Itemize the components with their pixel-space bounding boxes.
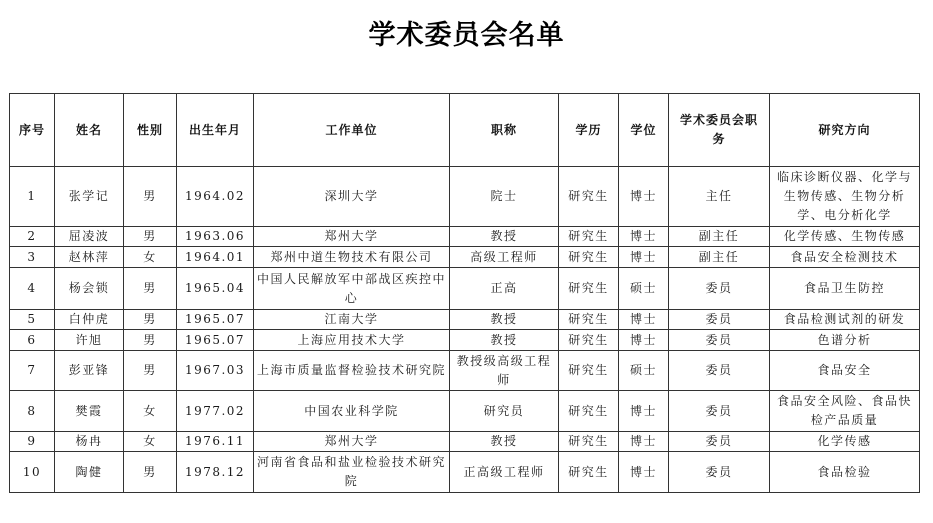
cell-title: 教授	[450, 432, 559, 452]
cell-position: 委员	[669, 391, 770, 432]
cell-birth: 1976.11	[177, 432, 254, 452]
cell-title: 正高	[450, 268, 559, 310]
header-name: 姓名	[55, 94, 124, 167]
table-row	[10, 452, 920, 493]
cell-research: 化学传感、生物传感	[770, 227, 920, 247]
cell-employer: 上海市质量监督检验技术研究院	[254, 351, 450, 391]
cell-education: 研究生	[559, 391, 619, 432]
cell-degree: 博士	[619, 247, 669, 268]
cell-title: 教授	[450, 227, 559, 247]
cell-employer: 中国人民解放军中部战区疾控中心	[254, 268, 450, 310]
cell-birth: 1978.12	[177, 452, 254, 493]
cell-no: 1	[10, 167, 55, 227]
cell-education: 研究生	[559, 452, 619, 493]
cell-no: 9	[10, 432, 55, 452]
cell-research: 食品卫生防控	[770, 268, 920, 310]
cell-birth: 1965.07	[177, 330, 254, 351]
cell-employer: 郑州大学	[254, 432, 450, 452]
table-row	[10, 310, 920, 330]
cell-no: 8	[10, 391, 55, 432]
cell-education: 研究生	[559, 268, 619, 310]
cell-name: 樊霞	[55, 391, 124, 432]
cell-position: 副主任	[669, 247, 770, 268]
page-title: 学术委员会名单	[368, 20, 565, 51]
cell-position: 委员	[669, 351, 770, 391]
table-row	[10, 227, 920, 247]
header-degree: 学位	[619, 94, 669, 167]
cell-education: 研究生	[559, 330, 619, 351]
cell-gender: 女	[124, 247, 177, 268]
cell-position: 委员	[669, 452, 770, 493]
cell-title: 教授	[450, 330, 559, 351]
cell-degree: 博士	[619, 432, 669, 452]
header-no: 序号	[10, 94, 55, 167]
cell-gender: 男	[124, 351, 177, 391]
cell-no: 7	[10, 351, 55, 391]
cell-gender: 男	[124, 330, 177, 351]
cell-employer: 深圳大学	[254, 167, 450, 227]
header-birth: 出生年月	[177, 94, 254, 167]
cell-no: 6	[10, 330, 55, 351]
cell-gender: 男	[124, 167, 177, 227]
cell-position: 委员	[669, 330, 770, 351]
cell-education: 研究生	[559, 351, 619, 391]
cell-gender: 女	[124, 391, 177, 432]
cell-name: 杨会锁	[55, 268, 124, 310]
cell-name: 屈凌波	[55, 227, 124, 247]
cell-no: 5	[10, 310, 55, 330]
cell-position: 委员	[669, 268, 770, 310]
cell-name: 杨冉	[55, 432, 124, 452]
cell-degree: 硕士	[619, 351, 669, 391]
cell-degree: 博士	[619, 452, 669, 493]
cell-gender: 男	[124, 452, 177, 493]
cell-name: 张学记	[55, 167, 124, 227]
cell-position: 委员	[669, 310, 770, 330]
cell-employer: 上海应用技术大学	[254, 330, 450, 351]
cell-no: 4	[10, 268, 55, 310]
table-row	[10, 268, 920, 310]
table-header-row	[10, 94, 920, 167]
cell-education: 研究生	[559, 432, 619, 452]
header-research: 研究方向	[770, 94, 920, 167]
cell-no: 2	[10, 227, 55, 247]
cell-education: 研究生	[559, 227, 619, 247]
cell-education: 研究生	[559, 247, 619, 268]
table-row	[10, 391, 920, 432]
cell-name: 赵林萍	[55, 247, 124, 268]
header-employer: 工作单位	[254, 94, 450, 167]
table-row	[10, 167, 920, 227]
cell-birth: 1977.02	[177, 391, 254, 432]
cell-title: 高级工程师	[450, 247, 559, 268]
header-gender: 性别	[124, 94, 177, 167]
cell-no: 3	[10, 247, 55, 268]
cell-title: 正高级工程师	[450, 452, 559, 493]
cell-degree: 博士	[619, 167, 669, 227]
cell-research: 食品安全	[770, 351, 920, 391]
cell-birth: 1964.01	[177, 247, 254, 268]
cell-position: 委员	[669, 432, 770, 452]
cell-gender: 女	[124, 432, 177, 452]
cell-research: 食品检测试剂的研发	[770, 310, 920, 330]
committee-roster-table	[9, 93, 920, 493]
cell-degree: 博士	[619, 310, 669, 330]
cell-education: 研究生	[559, 310, 619, 330]
cell-gender: 男	[124, 310, 177, 330]
cell-degree: 博士	[619, 227, 669, 247]
cell-degree: 博士	[619, 391, 669, 432]
cell-title: 教授	[450, 310, 559, 330]
cell-name: 许旭	[55, 330, 124, 351]
cell-degree: 博士	[619, 330, 669, 351]
cell-employer: 江南大学	[254, 310, 450, 330]
cell-education: 研究生	[559, 167, 619, 227]
cell-title: 研究员	[450, 391, 559, 432]
cell-name: 白仲虎	[55, 310, 124, 330]
cell-birth: 1965.07	[177, 310, 254, 330]
cell-research: 食品安全检测技术	[770, 247, 920, 268]
header-position: 学术委员会职务	[669, 94, 770, 167]
cell-employer: 中国农业科学院	[254, 391, 450, 432]
cell-research: 化学传感	[770, 432, 920, 452]
cell-gender: 男	[124, 227, 177, 247]
cell-employer: 郑州大学	[254, 227, 450, 247]
table-row	[10, 330, 920, 351]
cell-no: 10	[10, 452, 55, 493]
cell-title: 院士	[450, 167, 559, 227]
header-title: 职称	[450, 94, 559, 167]
cell-gender: 男	[124, 268, 177, 310]
header-education: 学历	[559, 94, 619, 167]
cell-research: 食品安全风险、食品快检产品质量	[770, 391, 920, 432]
cell-birth: 1964.02	[177, 167, 254, 227]
cell-research: 色谱分析	[770, 330, 920, 351]
table-row	[10, 432, 920, 452]
cell-position: 副主任	[669, 227, 770, 247]
cell-degree: 硕士	[619, 268, 669, 310]
cell-employer: 郑州中道生物技术有限公司	[254, 247, 450, 268]
cell-research: 食品检验	[770, 452, 920, 493]
cell-name: 陶健	[55, 452, 124, 493]
cell-birth: 1967.03	[177, 351, 254, 391]
table-row	[10, 351, 920, 391]
cell-research: 临床诊断仪器、化学与生物传感、生物分析学、电分析化学	[770, 167, 920, 227]
cell-birth: 1963.06	[177, 227, 254, 247]
cell-position: 主任	[669, 167, 770, 227]
table-row	[10, 247, 920, 268]
cell-birth: 1965.04	[177, 268, 254, 310]
cell-employer: 河南省食品和盐业检验技术研究院	[254, 452, 450, 493]
cell-name: 彭亚锋	[55, 351, 124, 391]
cell-title: 教授级高级工程师	[450, 351, 559, 391]
